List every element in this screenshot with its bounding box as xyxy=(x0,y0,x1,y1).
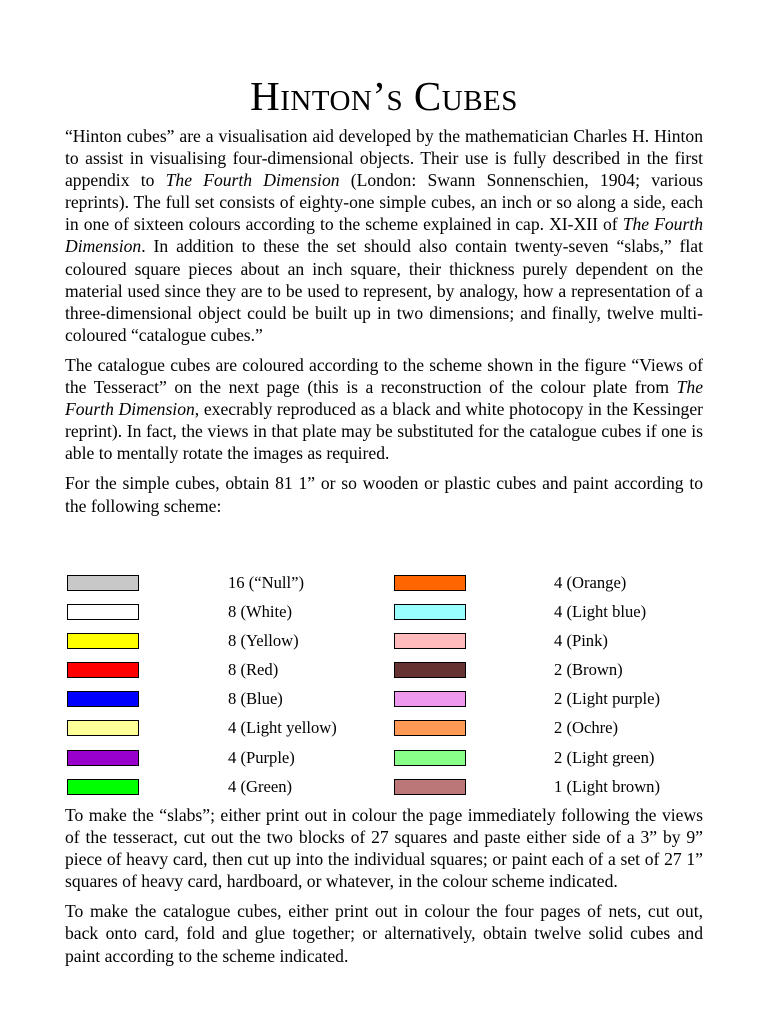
colour-swatch xyxy=(394,750,466,766)
colour-label: 8 (Blue) xyxy=(228,689,283,709)
colour-row xyxy=(65,777,705,806)
paragraph-catalogue-instructions: To make the catalogue cubes, either print out in colour the four pages of nets, cut out, back onto card, fold and glue together; or alternatively, obtain twelve solid cubes and paint according to the scheme indicated. xyxy=(65,901,703,966)
colour-label: 4 (Light yellow) xyxy=(228,718,337,738)
colour-swatch xyxy=(394,691,466,707)
page-title: Hinton’s Cubes xyxy=(250,73,518,119)
colour-swatch xyxy=(67,662,139,678)
colour-label: 2 (Light purple) xyxy=(554,689,660,709)
colour-row xyxy=(65,660,705,689)
colour-swatch xyxy=(67,691,139,707)
colour-label: 16 (“Null”) xyxy=(228,573,305,592)
colour-row xyxy=(65,748,705,777)
colour-label: 8 (Red) xyxy=(228,660,279,680)
colour-label: 1 (Light brown) xyxy=(554,776,660,796)
colour-swatch xyxy=(67,575,139,591)
colour-swatch xyxy=(394,604,466,620)
colour-swatch xyxy=(394,720,466,736)
paragraph-catalogue-cubes: The catalogue cubes are coloured according to the scheme shown in the figure “Views of the Tesseract” on the next page (this is a reconstruction of the colour plate from The Fourth Dimension, execrably reproduced as a black and white photocopy in the Kessinger reprint). In fact, the views in that plate may be substituted for the catalogue cubes if one is able to mentally rotate the images as required. xyxy=(65,354,703,464)
colour-label: 2 (Light green) xyxy=(554,747,655,767)
intro-text xyxy=(65,125,703,517)
colour-label: 4 (Light blue) xyxy=(554,602,647,622)
paragraph-slabs: To make the “slabs”; either print out in colour the page immediately following the views of the tesseract, cut out the two blocks of 27 squares and paste either side of a 3” by 9” piece of heavy card, then cut up into the individual squares; or paint each of a set of 27 1” squares of heavy card, hardboard, or whatever, in the colour scheme indicated. xyxy=(65,805,703,892)
colour-swatch xyxy=(394,575,466,591)
colour-row xyxy=(65,602,705,631)
colour-label: 8 (White) xyxy=(228,602,293,622)
book-title: The Fourth Dimension xyxy=(65,377,703,420)
book-title: The Fourth Dimension xyxy=(65,214,703,257)
closing-text xyxy=(65,804,703,967)
colour-label: 4 (Pink) xyxy=(554,631,608,651)
colour-swatch xyxy=(394,662,466,678)
colour-label: 2 (Brown) xyxy=(554,660,623,680)
colour-label: 4 (Purple) xyxy=(228,747,295,767)
colour-swatch xyxy=(67,779,139,795)
colour-swatch xyxy=(394,779,466,795)
colour-swatch xyxy=(67,633,139,649)
paragraph-intro: “Hinton cubes” are a visualisation aid developed by the mathematician Charles H. Hinton to assist in visualising four-dimensional objects. Their use is fully described in the first appendix to The Fourth Dimension (London: Swann Sonnenschien, 1904; various reprints). The full set consists of eighty-one simple cubes, an inch or so along a side, each in one of sixteen colours according to the scheme explained in cap. XI-XII of The Fourth Dimension. In addition to these the set should also contain twenty-seven “slabs,” flat coloured square pieces about an inch square, their thickness purely dependent on the material used since they are to be used to represent, by analogy, how a representation of a three-dimensional object could be built up in two dimensions; and finally, twelve multi-coloured “catalogue cubes.” xyxy=(65,126,703,345)
colour-swatch xyxy=(67,750,139,766)
colour-label: 2 (Ochre) xyxy=(554,718,619,738)
colour-row xyxy=(65,573,705,602)
colour-swatch xyxy=(67,604,139,620)
colour-label: 4 (Orange) xyxy=(554,573,627,592)
colour-swatch xyxy=(67,720,139,736)
colour-row xyxy=(65,689,705,718)
colour-row xyxy=(65,718,705,747)
colour-swatch xyxy=(394,633,466,649)
paragraph-simple-cubes: For the simple cubes, obtain 81 1” or so wooden or plastic cubes and paint according to the following scheme: xyxy=(65,473,703,516)
colour-scheme-table xyxy=(65,573,705,806)
colour-label: 8 (Yellow) xyxy=(228,631,299,651)
colour-label: 4 (Green) xyxy=(228,776,293,796)
colour-row xyxy=(65,631,705,660)
book-title: The Fourth Dimension xyxy=(165,170,340,191)
